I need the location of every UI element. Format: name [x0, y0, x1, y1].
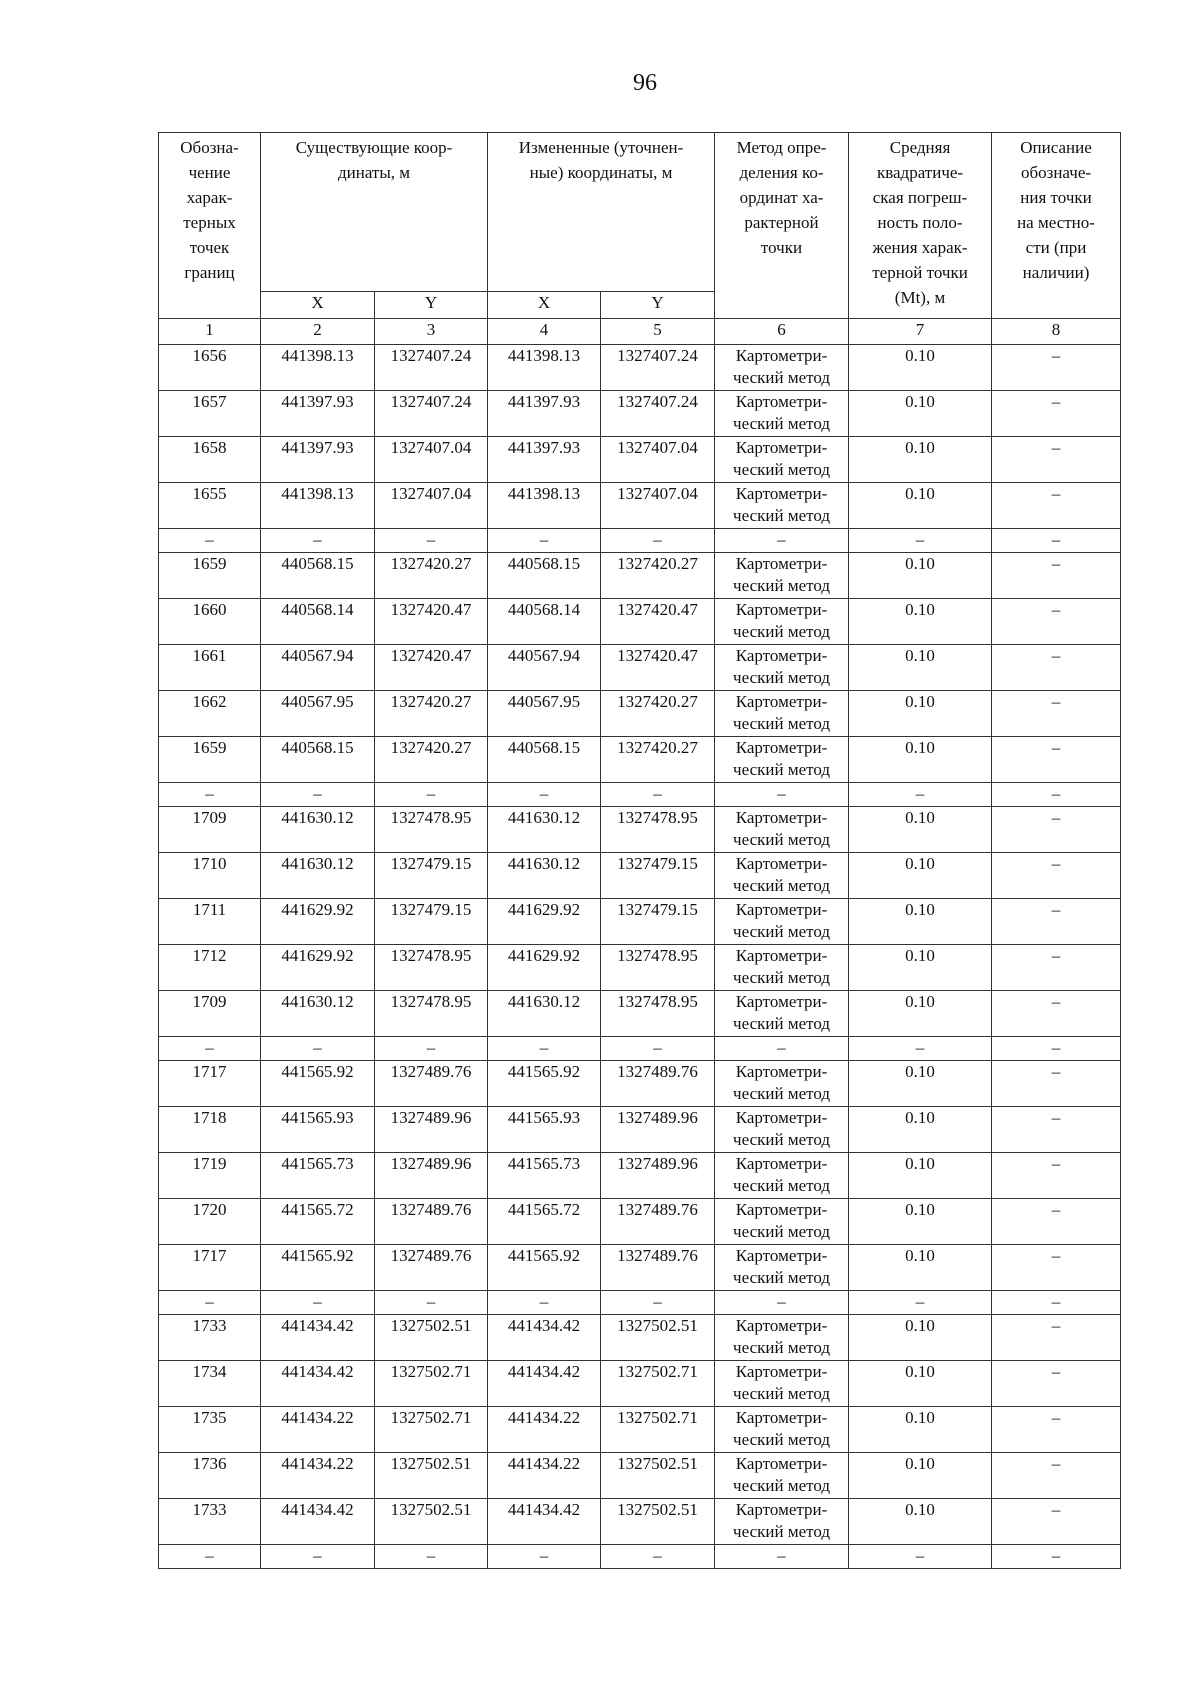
point-id-cell: 1659 — [159, 553, 261, 599]
header-y-changed: Y — [601, 292, 715, 319]
header-x-changed: X — [488, 292, 601, 319]
header-y-existing: Y — [375, 292, 488, 319]
description-cell: – — [992, 1315, 1121, 1361]
method-cell: Картометри- ческий метод — [715, 1153, 849, 1199]
mean-error-cell: 0.10 — [849, 1499, 992, 1545]
existing-y-cell: 1327420.47 — [375, 599, 488, 645]
separator-dash: – — [375, 1545, 488, 1569]
existing-x-cell: 441398.13 — [261, 483, 375, 529]
point-id-cell: 1709 — [159, 807, 261, 853]
method-cell: Картометри- ческий метод — [715, 553, 849, 599]
separator-dash: – — [488, 529, 601, 553]
existing-y-cell: 1327479.15 — [375, 853, 488, 899]
changed-x-cell: 441565.73 — [488, 1153, 601, 1199]
separator-dash: – — [488, 1291, 601, 1315]
existing-y-cell: 1327479.15 — [375, 899, 488, 945]
separator-dash: – — [261, 1291, 375, 1315]
existing-y-cell: 1327502.71 — [375, 1407, 488, 1453]
column-number: 2 — [261, 319, 375, 345]
existing-x-cell: 440567.95 — [261, 691, 375, 737]
changed-x-cell: 441630.12 — [488, 991, 601, 1037]
changed-x-cell: 441565.92 — [488, 1245, 601, 1291]
changed-y-cell: 1327479.15 — [601, 853, 715, 899]
table-row — [159, 737, 1121, 783]
separator-dash: – — [601, 1291, 715, 1315]
existing-y-cell: 1327407.04 — [375, 437, 488, 483]
mean-error-cell: 0.10 — [849, 345, 992, 391]
changed-x-cell: 441630.12 — [488, 853, 601, 899]
changed-x-cell: 441565.93 — [488, 1107, 601, 1153]
header-changed-coords: Измененные (уточнен- ные) координаты, м — [488, 133, 715, 292]
table-row — [159, 945, 1121, 991]
column-number: 8 — [992, 319, 1121, 345]
mean-error-cell: 0.10 — [849, 391, 992, 437]
changed-x-cell: 441630.12 — [488, 807, 601, 853]
existing-y-cell: 1327502.71 — [375, 1361, 488, 1407]
changed-x-cell: 441398.13 — [488, 483, 601, 529]
table-row — [159, 645, 1121, 691]
method-cell: Картометри- ческий метод — [715, 1499, 849, 1545]
separator-dash: – — [261, 529, 375, 553]
mean-error-cell: 0.10 — [849, 599, 992, 645]
changed-x-cell: 440568.14 — [488, 599, 601, 645]
point-id-cell: 1733 — [159, 1315, 261, 1361]
changed-x-cell: 440567.95 — [488, 691, 601, 737]
mean-error-cell: 0.10 — [849, 1407, 992, 1453]
method-cell: Картометри- ческий метод — [715, 345, 849, 391]
mean-error-cell: 0.10 — [849, 1153, 992, 1199]
table-row — [159, 991, 1121, 1037]
separator-dash: – — [159, 1291, 261, 1315]
separator-dash: – — [715, 783, 849, 807]
method-cell: Картометри- ческий метод — [715, 391, 849, 437]
point-id-cell: 1710 — [159, 853, 261, 899]
method-cell: Картометри- ческий метод — [715, 1407, 849, 1453]
existing-x-cell: 441434.42 — [261, 1315, 375, 1361]
mean-error-cell: 0.10 — [849, 853, 992, 899]
changed-y-cell: 1327489.96 — [601, 1107, 715, 1153]
header-existing-coords: Существующие коор- динаты, м — [261, 133, 488, 292]
table-row — [159, 1453, 1121, 1499]
method-cell: Картометри- ческий метод — [715, 599, 849, 645]
table-row — [159, 853, 1121, 899]
separator-dash: – — [601, 529, 715, 553]
description-cell: – — [992, 1407, 1121, 1453]
coordinates-table — [158, 132, 1121, 1569]
existing-y-cell: 1327420.27 — [375, 737, 488, 783]
separator-dash: – — [488, 1037, 601, 1061]
existing-y-cell: 1327502.51 — [375, 1315, 488, 1361]
column-number: 1 — [159, 319, 261, 345]
description-cell: – — [992, 1453, 1121, 1499]
mean-error-cell: 0.10 — [849, 1199, 992, 1245]
description-cell: – — [992, 1107, 1121, 1153]
existing-y-cell: 1327489.76 — [375, 1061, 488, 1107]
column-number: 6 — [715, 319, 849, 345]
existing-x-cell: 441397.93 — [261, 391, 375, 437]
mean-error-cell: 0.10 — [849, 1107, 992, 1153]
table-row — [159, 1107, 1121, 1153]
mean-error-cell: 0.10 — [849, 645, 992, 691]
method-cell: Картометри- ческий метод — [715, 1245, 849, 1291]
existing-x-cell: 441565.72 — [261, 1199, 375, 1245]
method-cell: Картометри- ческий метод — [715, 437, 849, 483]
separator-dash: – — [715, 1037, 849, 1061]
changed-y-cell: 1327502.51 — [601, 1453, 715, 1499]
existing-x-cell: 440568.15 — [261, 737, 375, 783]
separator-dash: – — [601, 1545, 715, 1569]
point-id-cell: 1720 — [159, 1199, 261, 1245]
column-number: 7 — [849, 319, 992, 345]
method-cell: Картометри- ческий метод — [715, 691, 849, 737]
separator-dash: – — [849, 1291, 992, 1315]
description-cell: – — [992, 345, 1121, 391]
description-cell: – — [992, 691, 1121, 737]
description-cell: – — [992, 1361, 1121, 1407]
header-description: Описание обозначе- ния точки на местно- сти (при наличии) — [992, 133, 1121, 319]
existing-y-cell: 1327420.27 — [375, 691, 488, 737]
separator-dash: – — [849, 529, 992, 553]
point-id-cell: 1711 — [159, 899, 261, 945]
separator-dash: – — [992, 1037, 1121, 1061]
existing-y-cell: 1327502.51 — [375, 1499, 488, 1545]
separator-dash: – — [261, 1037, 375, 1061]
point-id-cell: 1656 — [159, 345, 261, 391]
method-cell: Картометри- ческий метод — [715, 1361, 849, 1407]
changed-x-cell: 441434.22 — [488, 1407, 601, 1453]
point-id-cell: 1655 — [159, 483, 261, 529]
table-row — [159, 553, 1121, 599]
existing-y-cell: 1327407.04 — [375, 483, 488, 529]
header-mean-error: Средняя квадратиче- ская погреш- ность поло- жения харак- терной точки (Mt), м — [849, 133, 992, 319]
changed-y-cell: 1327502.71 — [601, 1407, 715, 1453]
table-row — [159, 1315, 1121, 1361]
separator-dash: – — [849, 1545, 992, 1569]
changed-x-cell: 441565.92 — [488, 1061, 601, 1107]
header-point-designation: Обозна- чение харак- терных точек границ — [159, 133, 261, 319]
changed-x-cell: 441397.93 — [488, 437, 601, 483]
point-id-cell: 1658 — [159, 437, 261, 483]
point-id-cell: 1719 — [159, 1153, 261, 1199]
changed-x-cell: 441397.93 — [488, 391, 601, 437]
mean-error-cell: 0.10 — [849, 483, 992, 529]
description-cell: – — [992, 1153, 1121, 1199]
method-cell: Картометри- ческий метод — [715, 1315, 849, 1361]
separator-row — [159, 529, 1121, 553]
separator-dash: – — [488, 783, 601, 807]
table-row — [159, 599, 1121, 645]
point-id-cell: 1660 — [159, 599, 261, 645]
method-cell: Картометри- ческий метод — [715, 1453, 849, 1499]
separator-dash: – — [159, 783, 261, 807]
mean-error-cell: 0.10 — [849, 1245, 992, 1291]
description-cell: – — [992, 737, 1121, 783]
existing-y-cell: 1327407.24 — [375, 345, 488, 391]
description-cell: – — [992, 1061, 1121, 1107]
separator-dash: – — [601, 1037, 715, 1061]
method-cell: Картометри- ческий метод — [715, 991, 849, 1037]
existing-y-cell: 1327420.27 — [375, 553, 488, 599]
changed-y-cell: 1327489.76 — [601, 1061, 715, 1107]
table-row — [159, 1407, 1121, 1453]
changed-x-cell: 441434.42 — [488, 1315, 601, 1361]
changed-x-cell: 441565.72 — [488, 1199, 601, 1245]
page-number: 96 — [633, 70, 657, 96]
point-id-cell: 1717 — [159, 1061, 261, 1107]
column-number: 5 — [601, 319, 715, 345]
existing-y-cell: 1327502.51 — [375, 1453, 488, 1499]
changed-x-cell: 441434.42 — [488, 1361, 601, 1407]
existing-y-cell: 1327407.24 — [375, 391, 488, 437]
existing-x-cell: 441434.42 — [261, 1361, 375, 1407]
existing-x-cell: 440567.94 — [261, 645, 375, 691]
description-cell: – — [992, 899, 1121, 945]
changed-y-cell: 1327502.51 — [601, 1499, 715, 1545]
method-cell: Картометри- ческий метод — [715, 483, 849, 529]
mean-error-cell: 0.10 — [849, 1315, 992, 1361]
point-id-cell: 1661 — [159, 645, 261, 691]
existing-x-cell: 440568.15 — [261, 553, 375, 599]
description-cell: – — [992, 945, 1121, 991]
separator-row — [159, 1291, 1121, 1315]
changed-y-cell: 1327420.27 — [601, 691, 715, 737]
description-cell: – — [992, 483, 1121, 529]
changed-y-cell: 1327479.15 — [601, 899, 715, 945]
existing-x-cell: 441565.93 — [261, 1107, 375, 1153]
separator-dash: – — [601, 783, 715, 807]
description-cell: – — [992, 807, 1121, 853]
point-id-cell: 1736 — [159, 1453, 261, 1499]
changed-y-cell: 1327478.95 — [601, 991, 715, 1037]
description-cell: – — [992, 437, 1121, 483]
changed-y-cell: 1327502.71 — [601, 1361, 715, 1407]
point-id-cell: 1659 — [159, 737, 261, 783]
column-number-row — [159, 319, 1121, 345]
table-row — [159, 899, 1121, 945]
table-row — [159, 391, 1121, 437]
existing-x-cell: 441434.22 — [261, 1453, 375, 1499]
separator-dash: – — [261, 1545, 375, 1569]
changed-y-cell: 1327420.27 — [601, 553, 715, 599]
existing-x-cell: 441398.13 — [261, 345, 375, 391]
changed-y-cell: 1327420.47 — [601, 599, 715, 645]
changed-y-cell: 1327478.95 — [601, 945, 715, 991]
method-cell: Картометри- ческий метод — [715, 853, 849, 899]
point-id-cell: 1734 — [159, 1361, 261, 1407]
separator-dash: – — [159, 1545, 261, 1569]
table-row — [159, 691, 1121, 737]
description-cell: – — [992, 1499, 1121, 1545]
point-id-cell: 1662 — [159, 691, 261, 737]
table-row — [159, 345, 1121, 391]
description-cell: – — [992, 553, 1121, 599]
changed-y-cell: 1327407.24 — [601, 345, 715, 391]
table-row — [159, 1499, 1121, 1545]
description-cell: – — [992, 599, 1121, 645]
mean-error-cell: 0.10 — [849, 691, 992, 737]
column-number: 3 — [375, 319, 488, 345]
method-cell: Картометри- ческий метод — [715, 1107, 849, 1153]
table-row — [159, 437, 1121, 483]
existing-x-cell: 441629.92 — [261, 945, 375, 991]
separator-dash: – — [992, 1545, 1121, 1569]
method-cell: Картометри- ческий метод — [715, 645, 849, 691]
point-id-cell: 1712 — [159, 945, 261, 991]
method-cell: Картометри- ческий метод — [715, 737, 849, 783]
mean-error-cell: 0.10 — [849, 1061, 992, 1107]
separator-dash: – — [715, 529, 849, 553]
description-cell: – — [992, 391, 1121, 437]
table-row — [159, 1153, 1121, 1199]
changed-y-cell: 1327489.76 — [601, 1245, 715, 1291]
existing-y-cell: 1327489.96 — [375, 1153, 488, 1199]
changed-y-cell: 1327420.47 — [601, 645, 715, 691]
existing-y-cell: 1327420.47 — [375, 645, 488, 691]
point-id-cell: 1657 — [159, 391, 261, 437]
existing-x-cell: 441565.92 — [261, 1061, 375, 1107]
separator-dash: – — [849, 1037, 992, 1061]
point-id-cell: 1717 — [159, 1245, 261, 1291]
mean-error-cell: 0.10 — [849, 807, 992, 853]
table-row — [159, 807, 1121, 853]
changed-x-cell: 441629.92 — [488, 945, 601, 991]
existing-x-cell: 441565.92 — [261, 1245, 375, 1291]
description-cell: – — [992, 991, 1121, 1037]
existing-y-cell: 1327489.76 — [375, 1245, 488, 1291]
changed-y-cell: 1327489.76 — [601, 1199, 715, 1245]
existing-x-cell: 441434.42 — [261, 1499, 375, 1545]
separator-dash: – — [261, 783, 375, 807]
description-cell: – — [992, 853, 1121, 899]
existing-y-cell: 1327489.76 — [375, 1199, 488, 1245]
existing-x-cell: 440568.14 — [261, 599, 375, 645]
existing-y-cell: 1327478.95 — [375, 945, 488, 991]
existing-x-cell: 441397.93 — [261, 437, 375, 483]
mean-error-cell: 0.10 — [849, 945, 992, 991]
changed-y-cell: 1327407.24 — [601, 391, 715, 437]
header-x-existing: X — [261, 292, 375, 319]
existing-x-cell: 441565.73 — [261, 1153, 375, 1199]
changed-x-cell: 440567.94 — [488, 645, 601, 691]
separator-dash: – — [992, 783, 1121, 807]
separator-row — [159, 1037, 1121, 1061]
separator-dash: – — [715, 1545, 849, 1569]
existing-x-cell: 441630.12 — [261, 991, 375, 1037]
method-cell: Картометри- ческий метод — [715, 807, 849, 853]
header-method: Метод опре- деления ко- ординат ха- рактерной точки — [715, 133, 849, 319]
point-id-cell: 1718 — [159, 1107, 261, 1153]
method-cell: Картометри- ческий метод — [715, 899, 849, 945]
mean-error-cell: 0.10 — [849, 737, 992, 783]
separator-dash: – — [159, 529, 261, 553]
separator-dash: – — [375, 529, 488, 553]
changed-y-cell: 1327407.04 — [601, 483, 715, 529]
mean-error-cell: 0.10 — [849, 553, 992, 599]
separator-dash: – — [849, 783, 992, 807]
separator-dash: – — [992, 1291, 1121, 1315]
existing-x-cell: 441630.12 — [261, 807, 375, 853]
existing-y-cell: 1327478.95 — [375, 807, 488, 853]
method-cell: Картометри- ческий метод — [715, 945, 849, 991]
description-cell: – — [992, 1245, 1121, 1291]
table-row — [159, 1361, 1121, 1407]
mean-error-cell: 0.10 — [849, 899, 992, 945]
existing-x-cell: 441434.22 — [261, 1407, 375, 1453]
changed-y-cell: 1327502.51 — [601, 1315, 715, 1361]
separator-dash: – — [992, 529, 1121, 553]
separator-dash: – — [375, 1291, 488, 1315]
description-cell: – — [992, 1199, 1121, 1245]
separator-dash: – — [375, 783, 488, 807]
mean-error-cell: 0.10 — [849, 1361, 992, 1407]
separator-row — [159, 783, 1121, 807]
changed-x-cell: 441629.92 — [488, 899, 601, 945]
mean-error-cell: 0.10 — [849, 1453, 992, 1499]
separator-dash: – — [715, 1291, 849, 1315]
mean-error-cell: 0.10 — [849, 991, 992, 1037]
separator-dash: – — [159, 1037, 261, 1061]
changed-x-cell: 440568.15 — [488, 553, 601, 599]
separator-dash: – — [375, 1037, 488, 1061]
existing-x-cell: 441629.92 — [261, 899, 375, 945]
column-number: 4 — [488, 319, 601, 345]
existing-x-cell: 441630.12 — [261, 853, 375, 899]
table-row — [159, 1199, 1121, 1245]
description-cell: – — [992, 645, 1121, 691]
changed-y-cell: 1327407.04 — [601, 437, 715, 483]
point-id-cell: 1733 — [159, 1499, 261, 1545]
changed-x-cell: 440568.15 — [488, 737, 601, 783]
method-cell: Картометри- ческий метод — [715, 1061, 849, 1107]
changed-y-cell: 1327489.96 — [601, 1153, 715, 1199]
existing-y-cell: 1327478.95 — [375, 991, 488, 1037]
table-row — [159, 483, 1121, 529]
changed-x-cell: 441398.13 — [488, 345, 601, 391]
mean-error-cell: 0.10 — [849, 437, 992, 483]
changed-y-cell: 1327478.95 — [601, 807, 715, 853]
changed-y-cell: 1327420.27 — [601, 737, 715, 783]
separator-dash: – — [488, 1545, 601, 1569]
point-id-cell: 1709 — [159, 991, 261, 1037]
header-row — [159, 133, 1121, 292]
point-id-cell: 1735 — [159, 1407, 261, 1453]
separator-row — [159, 1545, 1121, 1569]
table-row — [159, 1245, 1121, 1291]
method-cell: Картометри- ческий метод — [715, 1199, 849, 1245]
existing-y-cell: 1327489.96 — [375, 1107, 488, 1153]
changed-x-cell: 441434.42 — [488, 1499, 601, 1545]
changed-x-cell: 441434.22 — [488, 1453, 601, 1499]
table-row — [159, 1061, 1121, 1107]
